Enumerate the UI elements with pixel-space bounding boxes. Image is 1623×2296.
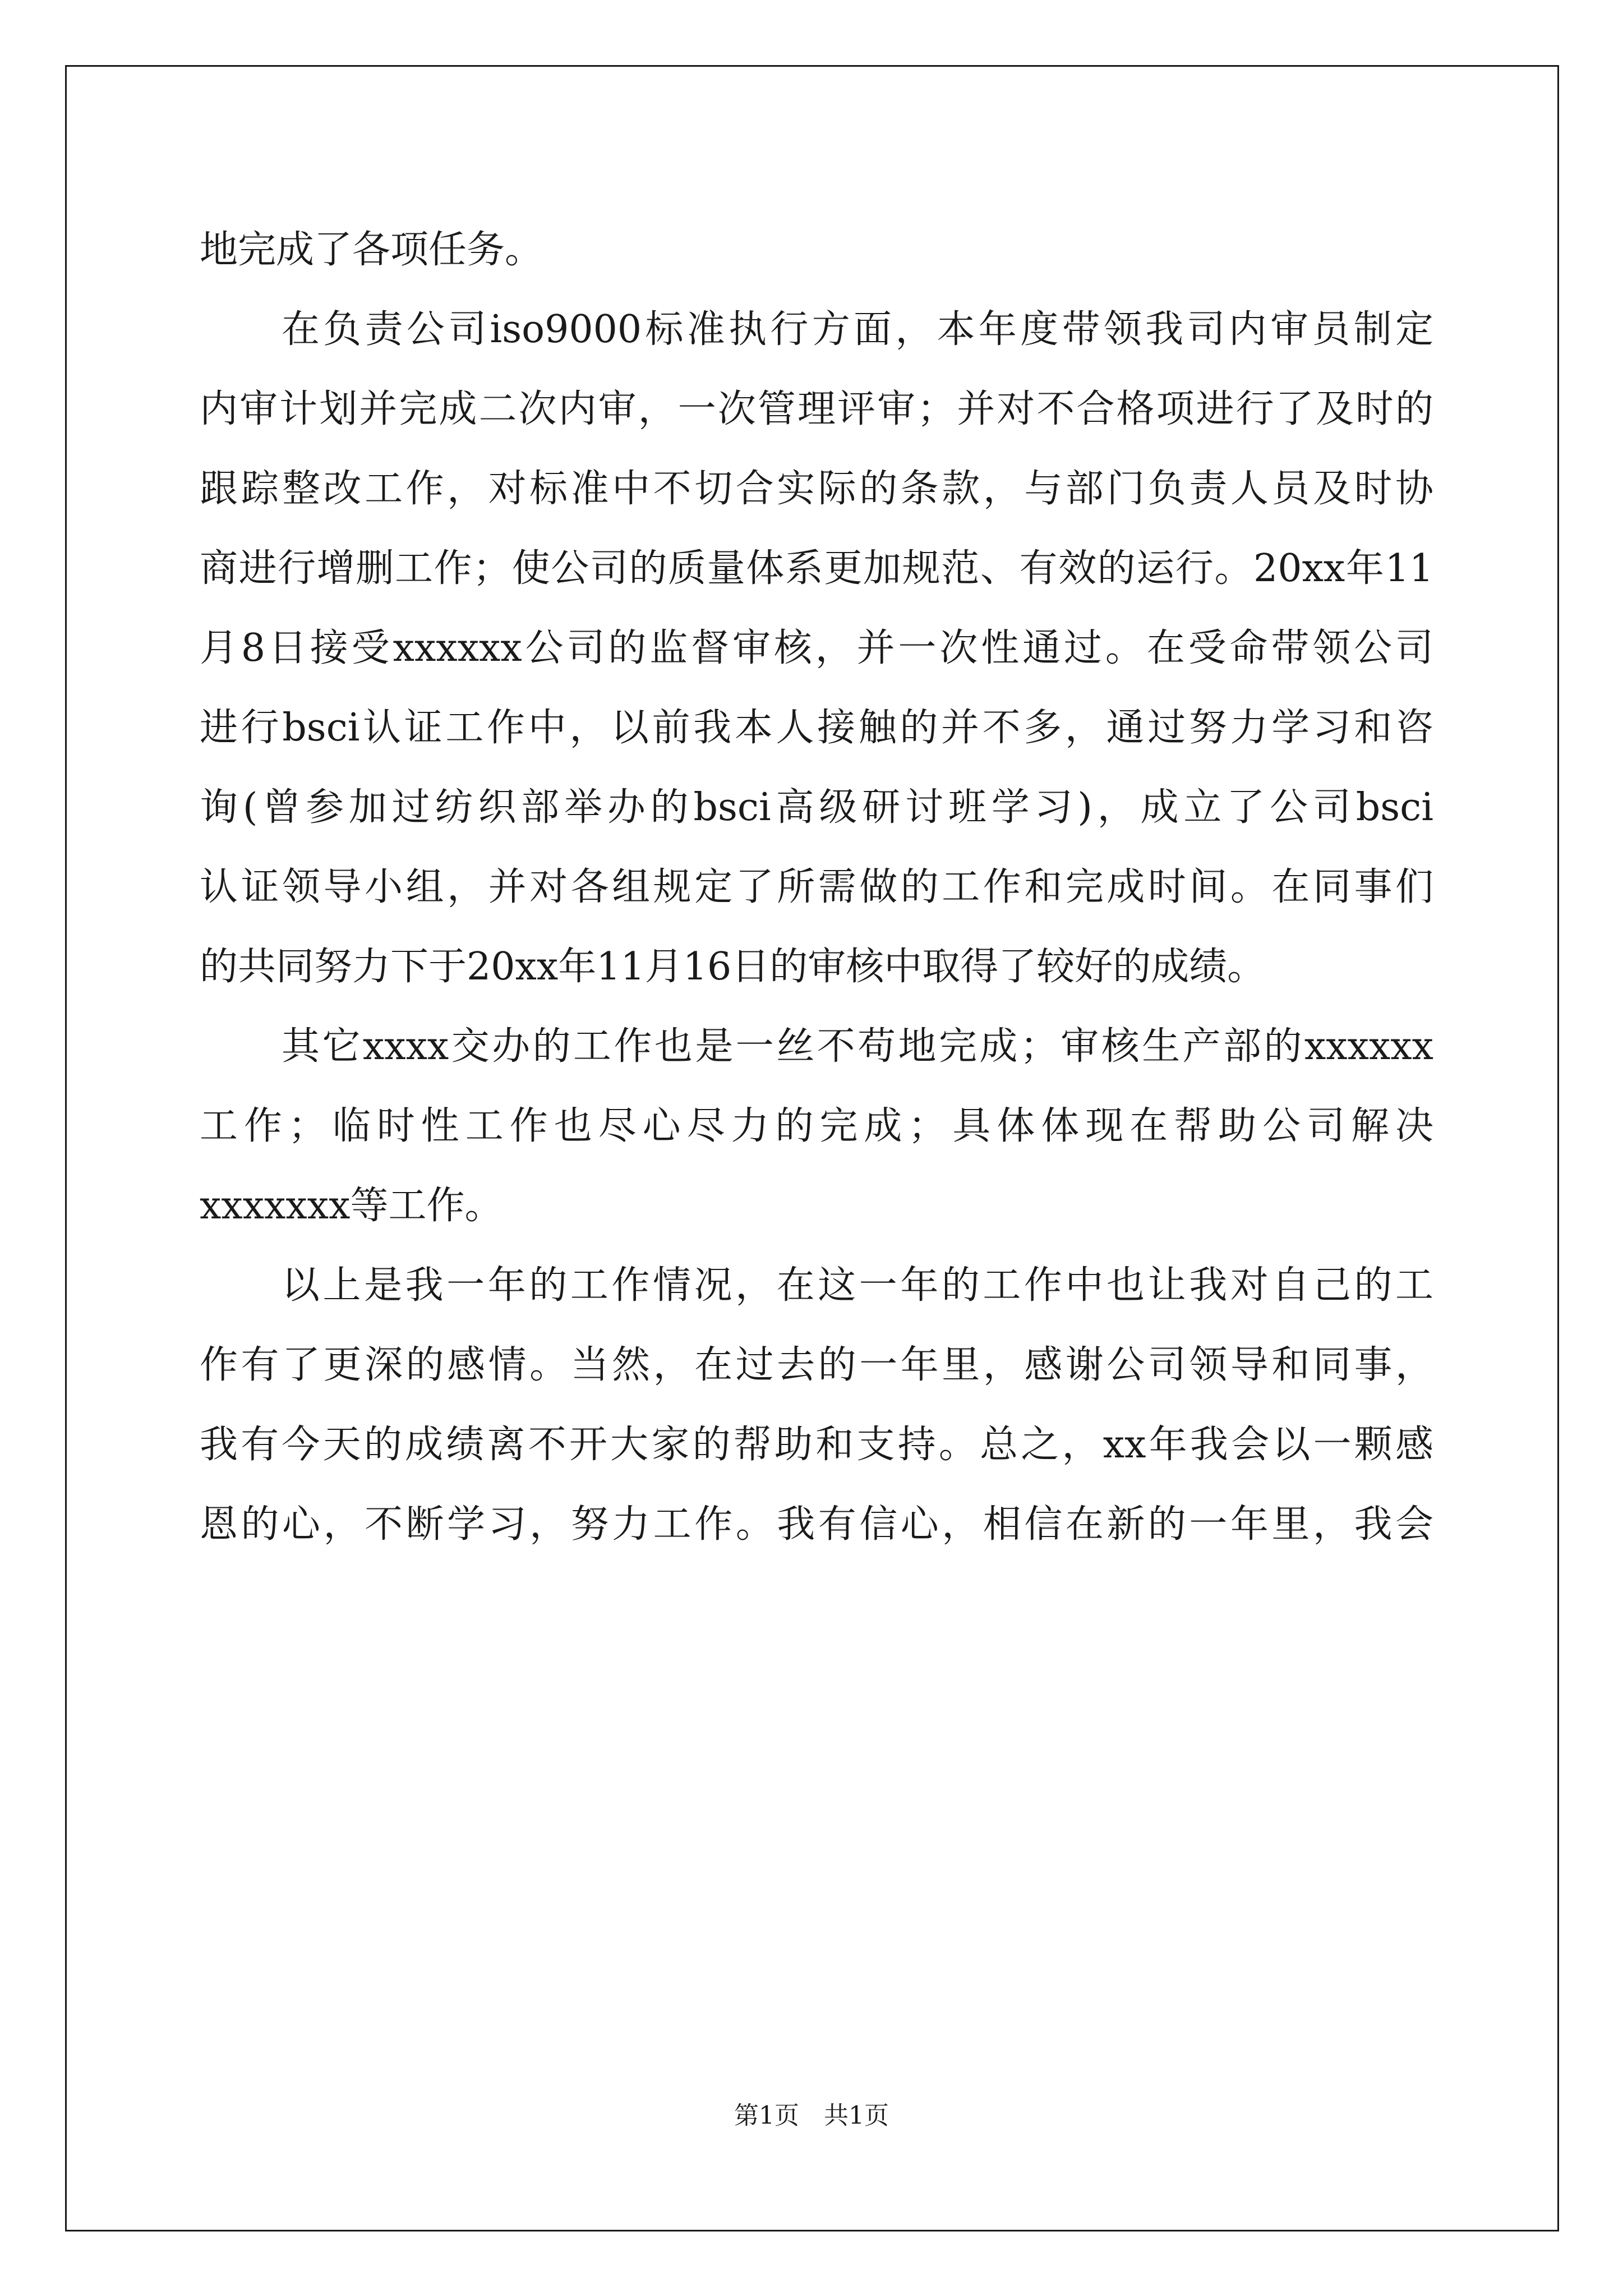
page-total: 共1页 <box>824 2101 889 2130</box>
text-line: 工作；临时性工作也尽心尽力的完成；具体体现在帮助公司解决 <box>200 1104 1433 1148</box>
text-line: 进行bsci认证工作中，以前我本人接触的并不多，通过努力学习和咨 <box>200 706 1433 750</box>
text-line: 内审计划并完成二次内审，一次管理评审；并对不合格项进行了及时的 <box>200 387 1433 431</box>
text-line: 恩的心，不断学习，努力工作。我有信心，相信在新的一年里，我会 <box>200 1502 1433 1547</box>
text-line: 以上是我一年的工作情况，在这一年的工作中也让我对自己的工 <box>282 1263 1433 1308</box>
text-line: 月8日接受xxxxxx公司的监督审核，并一次性通过。在受命带领公司 <box>200 626 1433 670</box>
page-footer <box>0 2095 1623 2131</box>
text-line: xxxxxxx等工作。 <box>200 1184 503 1228</box>
text-line: 认证领导小组，并对各组规定了所需做的工作和完成时间。在同事们 <box>200 865 1433 909</box>
page-number: 第1页 <box>734 2101 799 2130</box>
text-line: 跟踪整改工作，对标准中不切合实际的条款，与部门负责人员及时协 <box>200 467 1433 511</box>
text-line: 我有今天的成绩离不开大家的帮助和支持。总之，xx年我会以一颗感 <box>200 1423 1433 1467</box>
text-line: 询(曾参加过纺织部举办的bsci高级研讨班学习)，成立了公司bsci <box>200 785 1433 830</box>
text-line: 的共同努力下于20xx年11月16日的审核中取得了较好的成绩。 <box>200 945 1266 989</box>
text-line: 在负责公司iso9000标准执行方面，本年度带领我司内审员制定 <box>282 307 1433 352</box>
text-line: 地完成了各项任务。 <box>200 228 543 272</box>
text-line: 作有了更深的感情。当然，在过去的一年里，感谢公司领导和同事， <box>200 1343 1433 1387</box>
document-body <box>200 210 1433 1565</box>
text-line: 其它xxxx交办的工作也是一丝不苟地完成；审核生产部的xxxxxx <box>282 1024 1433 1069</box>
text-line: 商进行增删工作；使公司的质量体系更加规范、有效的运行。20xx年11 <box>200 546 1433 591</box>
